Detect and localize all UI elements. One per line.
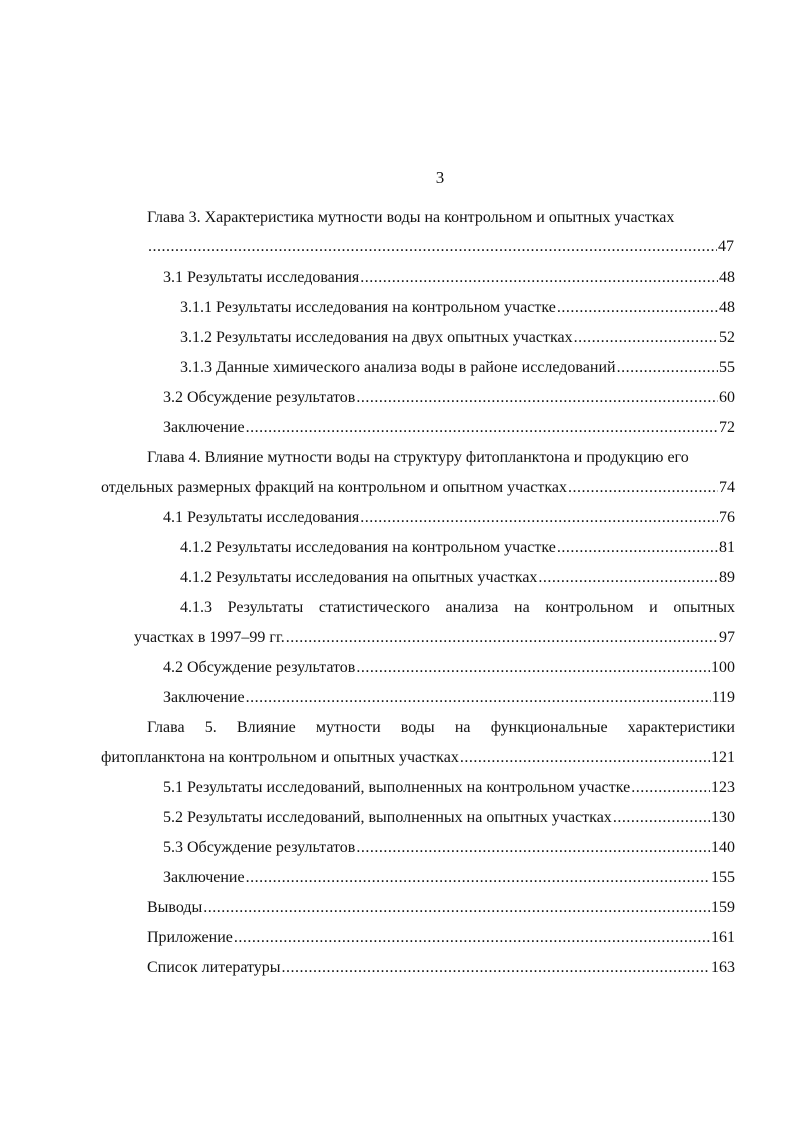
- toc-entry-references: [147, 958, 735, 978]
- dot-leader: [631, 778, 710, 798]
- toc-page: 100: [711, 659, 735, 676]
- toc-page: 52: [719, 329, 735, 346]
- toc-entry-4-1: [163, 508, 735, 528]
- toc-label: 5.1 Результаты исследований, выполненных на контрольном участке: [163, 779, 631, 796]
- dot-leader: [282, 958, 710, 978]
- toc-entry-3-conclusion: [163, 418, 735, 438]
- toc-page: 155: [711, 869, 735, 886]
- toc-chapter-3-title: Глава 3. Характеристика мутности воды на контрольном и опытных участках: [147, 209, 675, 226]
- toc-entry-4-conclusion: [163, 688, 735, 708]
- dot-leader: [360, 268, 718, 288]
- toc-label: 3.1.3 Данные химического анализа воды в районе исследований: [180, 359, 616, 376]
- toc-label: 3.2 Обсуждение результатов: [163, 389, 356, 406]
- toc-entry-5-1: [163, 778, 735, 798]
- toc-label: Заключение: [163, 689, 245, 706]
- toc-page: 55: [719, 359, 735, 376]
- toc-page: 123: [711, 779, 735, 796]
- toc-label: отдельных размерных фракций на контрольном и опытном участках: [101, 479, 568, 496]
- toc-entry-3-1-3: [180, 358, 735, 378]
- toc-page: 159: [711, 899, 735, 916]
- toc-entry-conclusions: [147, 898, 735, 918]
- dot-leader: [356, 838, 710, 858]
- toc-entry-3-2: [163, 388, 735, 408]
- toc-label: 4.1.2 Результаты исследования на контрольном участке: [180, 539, 556, 556]
- toc-page: 76: [719, 509, 735, 526]
- toc-entry-3-1: [163, 268, 735, 288]
- toc-page: 48: [719, 299, 735, 316]
- toc-page: 48: [719, 269, 735, 286]
- toc-chapter-4-title-line2: [101, 478, 735, 498]
- toc-label: участках в 1997–99 гг.: [134, 629, 285, 646]
- page-number: 3: [435, 168, 445, 187]
- toc-page: 119: [711, 689, 735, 706]
- toc-label: 4.2 Обсуждение результатов: [163, 659, 356, 676]
- dot-leader: [234, 928, 710, 948]
- toc-page: 161: [711, 929, 735, 946]
- toc-entry-5-3: [163, 838, 735, 858]
- toc-page: 47: [718, 238, 734, 255]
- dot-leader: [360, 508, 718, 528]
- toc-label: Приложение: [147, 929, 233, 946]
- toc-entry-4-1-2-control: [180, 538, 735, 558]
- toc-label: 3.1.1 Результаты исследования на контрольном участке: [180, 299, 556, 316]
- toc-entry-4-2: [163, 658, 735, 678]
- toc-label: фитопланктона на контрольном и опытных участках: [101, 749, 459, 766]
- toc-page: 121: [711, 749, 735, 766]
- toc-label: 4.1.2 Результаты исследования на опытных участках: [180, 569, 538, 586]
- toc-label: 3.1 Результаты исследования: [163, 269, 360, 286]
- dot-leader: [148, 237, 717, 257]
- dot-leader: [557, 298, 718, 318]
- toc-page: 81: [719, 539, 735, 556]
- toc-chapter-4-title-line1: Глава 4. Влияние мутности воды на структуру фитопланктона и продукцию его: [147, 449, 689, 466]
- toc-entry-4-1-3-line2: [134, 628, 735, 648]
- dot-leader: [356, 658, 710, 678]
- dot-leader: [538, 568, 718, 588]
- toc-chapter-5-title-line2: [101, 748, 735, 768]
- toc-page: 74: [719, 479, 735, 496]
- toc-page: 140: [711, 839, 735, 856]
- toc-page: 130: [711, 809, 735, 826]
- dot-leader: [203, 898, 710, 918]
- toc-chapter-5-title-line1: Глава 5. Влияние мутности воды на функциональные характеристики: [147, 719, 735, 736]
- dot-leader: [557, 538, 718, 558]
- toc-entry-3-1-1: [180, 298, 735, 318]
- toc-entry-5-conclusion: [163, 868, 735, 888]
- toc-label: 3.1.2 Результаты исследования на двух опытных участках: [180, 329, 573, 346]
- dot-leader: [613, 808, 710, 828]
- dot-leader: [460, 748, 710, 768]
- toc-chapter-3-leader: [147, 237, 734, 257]
- toc-label: Список литературы: [147, 959, 281, 976]
- dot-leader: [356, 388, 718, 408]
- toc-label: Заключение: [163, 869, 245, 886]
- dot-leader: [246, 418, 718, 438]
- toc-page: 60: [719, 389, 735, 406]
- dot-leader: [617, 358, 718, 378]
- toc-entry-3-1-2: [180, 328, 735, 348]
- toc-entry-4-1-2-experimental: [180, 568, 735, 588]
- toc-entry-5-2: [163, 808, 735, 828]
- toc-page: 97: [719, 629, 735, 646]
- dot-leader: [246, 868, 710, 888]
- toc-page: 72: [719, 419, 735, 436]
- dot-leader: [286, 628, 718, 648]
- toc-label: 5.2 Результаты исследований, выполненных на опытных участках: [163, 809, 612, 826]
- toc-label: 4.1 Результаты исследования: [163, 509, 360, 526]
- dot-leader: [568, 478, 718, 498]
- toc-entry-appendix: [147, 928, 735, 948]
- toc-label: Выводы: [147, 899, 203, 916]
- toc-label: Заключение: [163, 419, 245, 436]
- toc-label: 5.3 Обсуждение результатов: [163, 839, 356, 856]
- toc-entry-4-1-3-line1: 4.1.3 Результаты статистического анализа на контрольном и опытных: [180, 599, 735, 616]
- toc-page: 163: [711, 959, 735, 976]
- dot-leader: [246, 688, 711, 708]
- toc-page: 89: [719, 569, 735, 586]
- dot-leader: [574, 328, 718, 348]
